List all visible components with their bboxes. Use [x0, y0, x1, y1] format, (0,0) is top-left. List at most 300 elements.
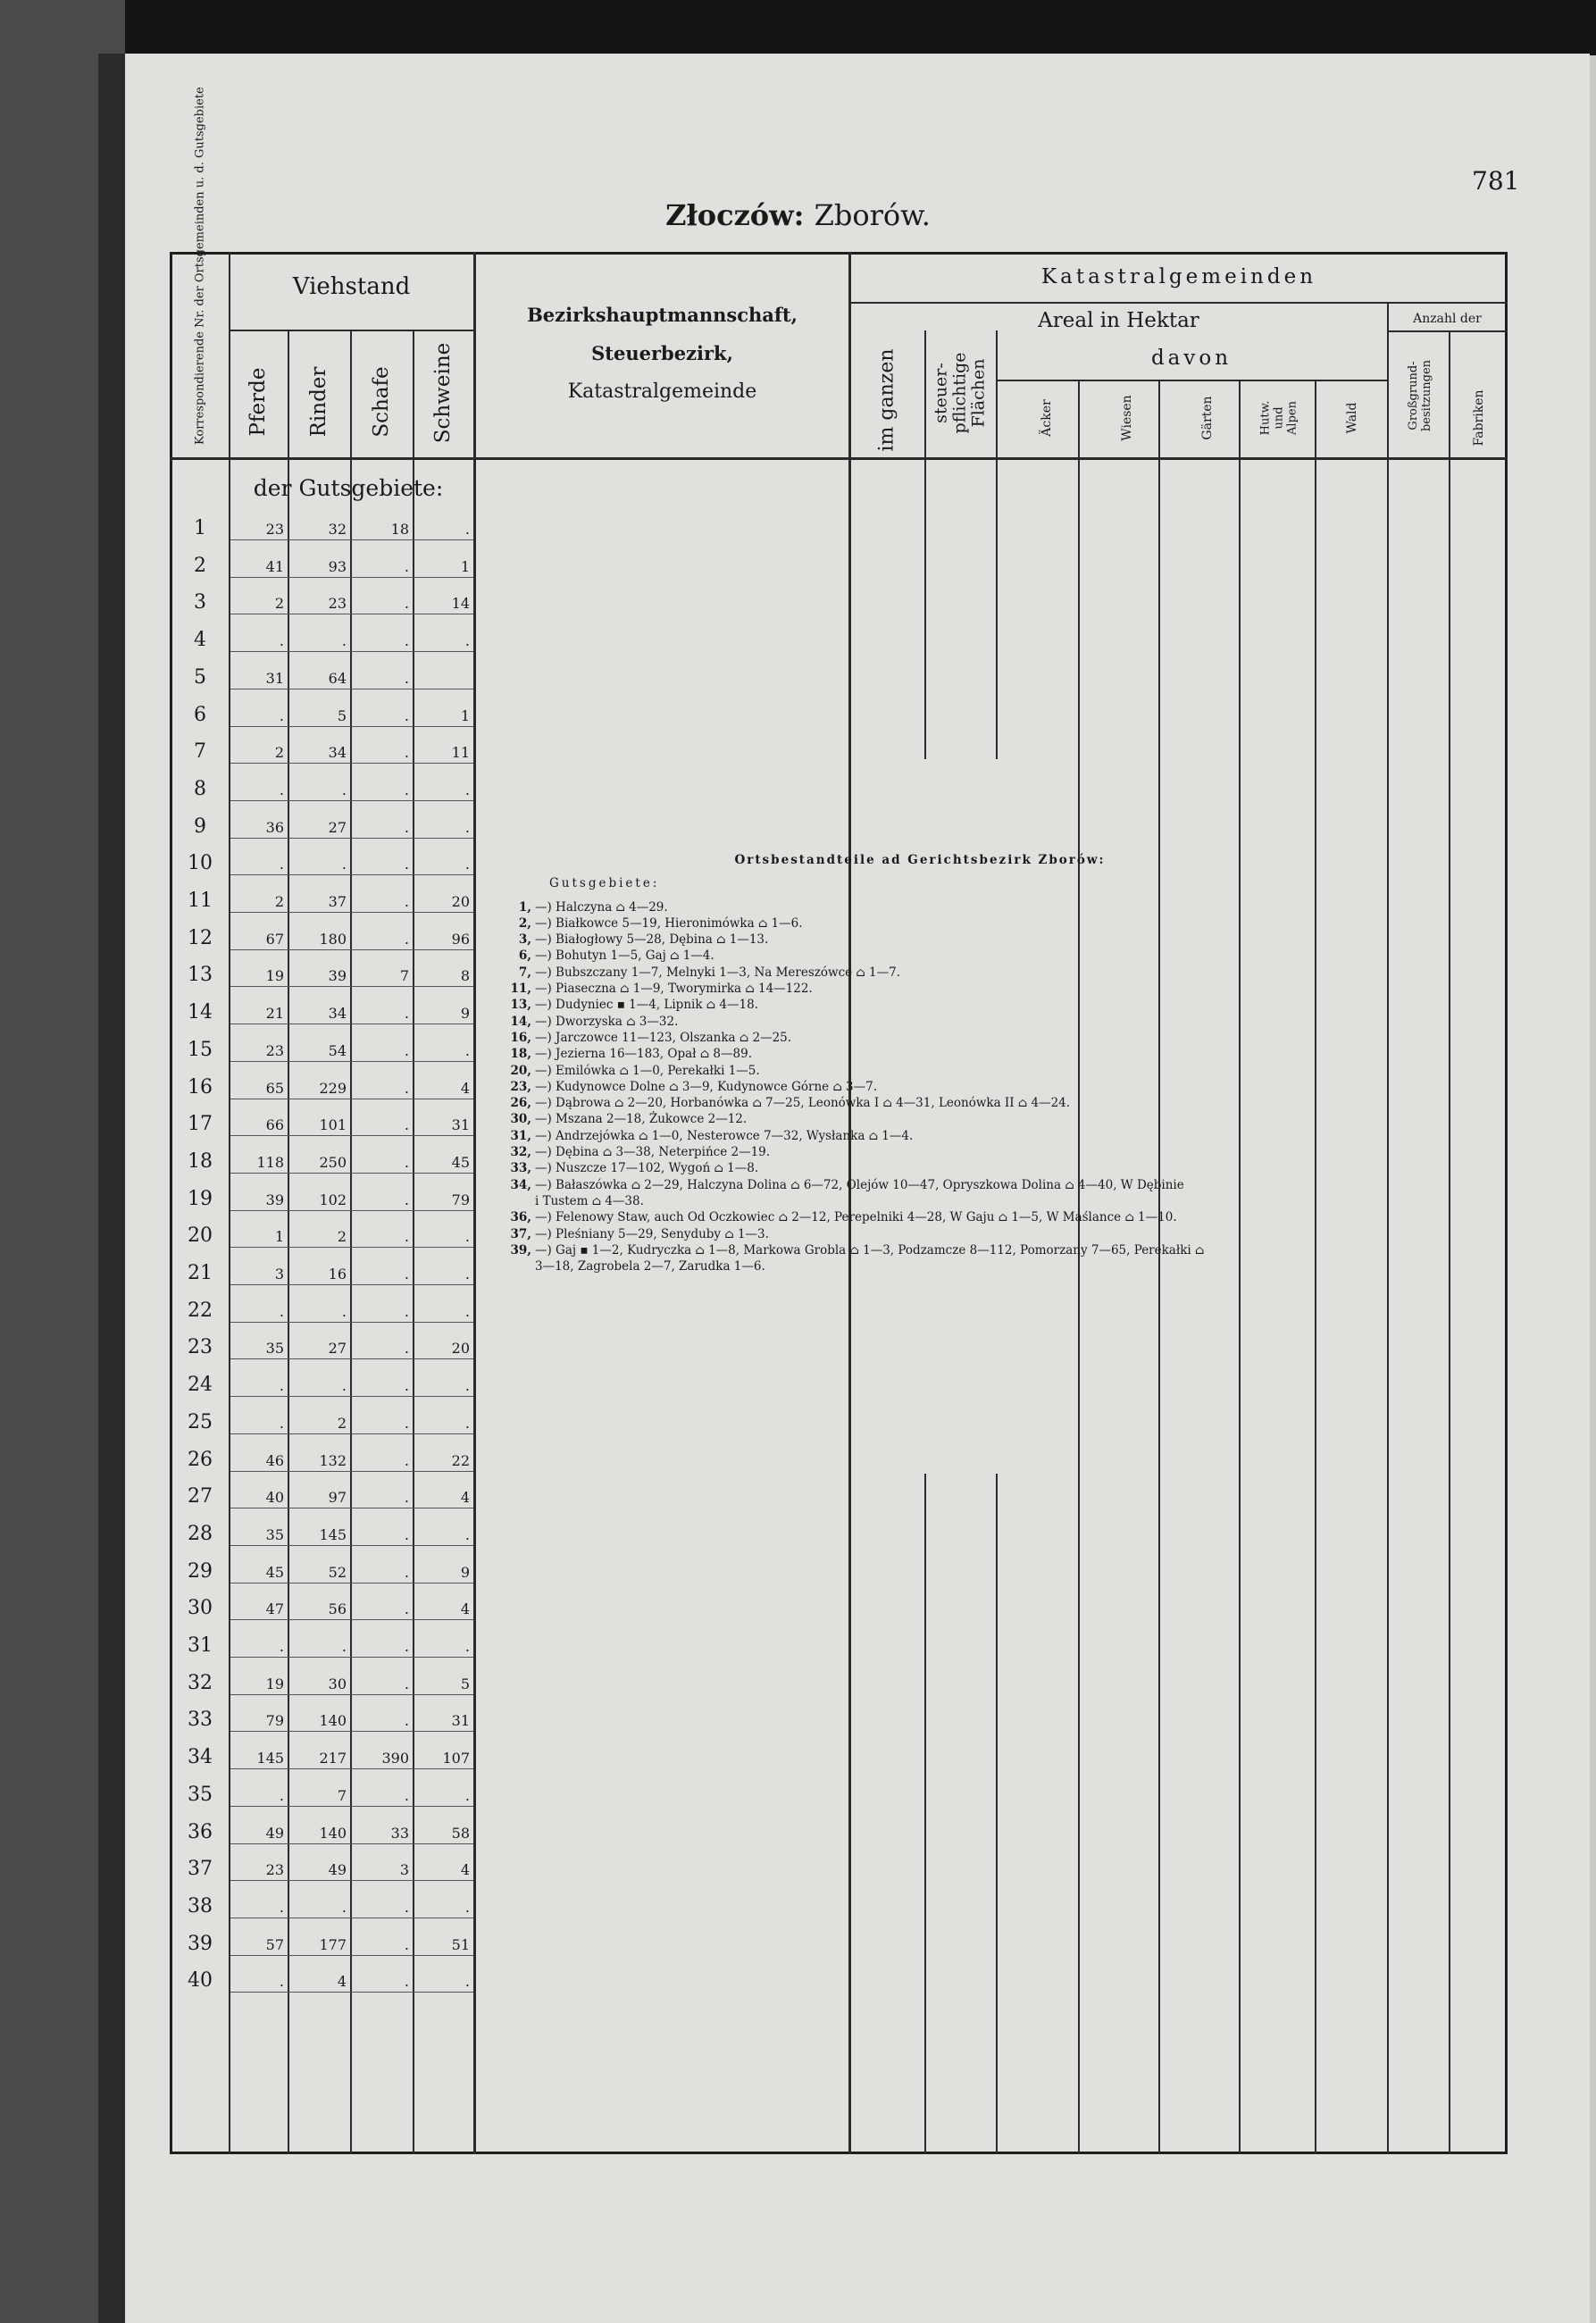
row-number: 32: [188, 1671, 213, 1694]
listing-entry-number: 18,: [510, 1047, 531, 1062]
header-wiesen: Wiesen: [1120, 395, 1134, 441]
row-rule: [230, 1992, 473, 1993]
cell-schweine: 58: [451, 1824, 470, 1842]
row-number: 30: [188, 1597, 213, 1620]
listing-entry-number: 26,: [510, 1096, 531, 1111]
cell-rinder: 5: [337, 706, 347, 724]
row-rule: [230, 1061, 473, 1062]
listing-entry-text: —) Emilówka ⌂ 1—0, Perekałki 1—5.: [535, 1063, 760, 1078]
row-number: 1: [194, 517, 206, 539]
header-fabriken: Fabriken: [1472, 389, 1486, 447]
header-steuer: steuer-pflichtige Flächen: [931, 352, 989, 434]
cell-schafe: .: [404, 1266, 409, 1283]
cell-rinder: 102: [319, 1191, 347, 1208]
row-number: 12: [188, 926, 213, 949]
row-rule: [230, 874, 473, 875]
cell-schweine: .: [464, 521, 470, 538]
cell-rinder: 177: [319, 1935, 347, 1953]
listing-entry-number: [496, 1193, 535, 1209]
cell-rinder: 52: [328, 1563, 347, 1581]
cell-rinder: .: [341, 781, 347, 798]
cell-pferde: .: [279, 1898, 284, 1916]
cell-schafe: .: [404, 1340, 409, 1358]
row-number: 26: [188, 1448, 213, 1471]
cell-schweine: 107: [442, 1750, 470, 1767]
listing-entry-text: —) Bubszczany 1—7, Melnyki 1—3, Na Mereszówce ⌂ 1—7.: [535, 965, 900, 980]
row-number: 9: [194, 815, 206, 838]
cell-schweine: 51: [451, 1935, 470, 1953]
cell-rinder: 30: [328, 1675, 347, 1692]
row-rule: [230, 1955, 473, 1956]
listing-entry-text: —) Kudynowce Dolne ⌂ 3—9, Kudynowce Górne ⌂ 3—7.: [535, 1079, 878, 1094]
row-rule: [230, 1768, 473, 1769]
header-anzahl: Anzahl der: [1413, 312, 1482, 326]
cell-rinder: 250: [319, 1153, 347, 1171]
listing-entry-number: 6,: [518, 948, 531, 964]
cell-schafe: .: [404, 1079, 409, 1097]
cell-rinder: 2: [337, 1414, 347, 1432]
row-number: 24: [188, 1374, 213, 1397]
cell-schafe: .: [404, 706, 409, 724]
page-number: 781: [1472, 166, 1520, 196]
listing-entry: [496, 981, 1505, 997]
cell-pferde: 23: [265, 1041, 284, 1059]
row-number: 39: [188, 1932, 213, 1955]
cell-pferde: .: [279, 632, 284, 650]
row-number: 14: [188, 1001, 213, 1024]
listing-entry-text: —) Dąbrowa ⌂ 2—20, Horbanówka ⌂ 7—25, Leonówka I ⌂ 4—31, Leonówka II ⌂ 4—24.: [535, 1096, 1071, 1111]
listing-entry: [496, 915, 1505, 932]
col-line-steuer-top: [996, 330, 998, 759]
listing-entry: [496, 1226, 1505, 1242]
listing-entry: [496, 1258, 1505, 1274]
listing-entry: [496, 1242, 1505, 1258]
header-davon: davon: [1150, 347, 1233, 370]
cell-schweine: 20: [451, 893, 470, 910]
cell-schweine: .: [464, 856, 470, 873]
row-number: 29: [188, 1559, 213, 1583]
row-number: 17: [188, 1113, 213, 1136]
listing-entry-text: —) Nuszcze 17—102, Wygoń ⌂ 1—8.: [535, 1161, 759, 1176]
cell-schweine: .: [464, 1638, 470, 1655]
cell-schafe: .: [404, 1898, 409, 1916]
row-number: 27: [188, 1485, 213, 1508]
cell-schafe: .: [404, 856, 409, 873]
header-bottom-rule: [170, 457, 1508, 460]
cell-schafe: .: [404, 1935, 409, 1953]
row-number: 11: [188, 890, 213, 912]
cell-schafe: .: [404, 1525, 409, 1543]
listing-entry-text: 3—18, Zagrobela 2—7, Zarudka 1—6.: [535, 1259, 765, 1274]
listing-entry-number: 32,: [510, 1145, 531, 1160]
anzahl-rule: [1387, 330, 1508, 332]
listing-entry-text: —) Bohutyn 1—5, Gaj ⌂ 1—4.: [535, 948, 714, 964]
cell-rinder: 229: [319, 1079, 347, 1097]
cell-schweine: 79: [451, 1191, 470, 1208]
listing-entry: [496, 1079, 1505, 1095]
cell-pferde: .: [279, 1786, 284, 1804]
row-number: 36: [188, 1820, 213, 1843]
listing-entry-text: —) Felenowy Staw, auch Od Oczkowiec ⌂ 2—12, Perepelniki 4—28, W Gaju ⌂ 1—5, W Maślance ⌂ 1—10.: [535, 1210, 1177, 1225]
cell-schafe: .: [404, 1638, 409, 1655]
cell-schweine: .: [464, 781, 470, 798]
title-court: Zborów.: [814, 198, 931, 232]
cell-pferde: .: [279, 1973, 284, 1991]
header-gaerten: Gärten: [1200, 396, 1215, 440]
row-number: 5: [194, 665, 206, 689]
header-aecker: Äcker: [1040, 399, 1054, 437]
col-line-ganzen-bottom: [924, 1474, 926, 2154]
listing-entry-number: 13,: [510, 998, 531, 1013]
cell-rinder: 140: [319, 1824, 347, 1842]
row-rule: [230, 800, 473, 801]
cell-schweine: 4: [460, 1489, 470, 1507]
cell-rinder: 64: [328, 669, 347, 687]
cell-rinder: 34: [328, 744, 347, 762]
listing-entry-text: i Tustem ⌂ 4—38.: [535, 1193, 644, 1208]
cell-pferde: 46: [265, 1451, 284, 1469]
cell-schweine: 9: [460, 1563, 470, 1581]
row-number: 38: [188, 1894, 213, 1918]
header-schweine: Schweine: [431, 342, 455, 444]
listing-entry-number: 16,: [510, 1030, 531, 1045]
cell-schafe: 3: [399, 1861, 409, 1879]
listing-entry-number: 14,: [510, 1014, 531, 1029]
row-rule: [230, 763, 473, 764]
header-pferde: Pferde: [247, 367, 270, 437]
listing-subheading: Gutsgebiete:: [549, 876, 660, 891]
header-bezirk-2: Steuerbezirk,: [591, 342, 733, 364]
listing-entry-number: 20,: [510, 1063, 531, 1078]
cell-pferde: 3: [274, 1266, 284, 1283]
listing-entry-number: 2,: [518, 915, 531, 931]
listing-heading: Ortsbestandteile ad Gerichtsbezirk Zborów:: [734, 853, 1106, 867]
katastral-rule: [850, 302, 1508, 304]
listing-entry: [496, 1111, 1505, 1127]
listing-entry-text: —) Halczyna ⌂ 4—29.: [535, 899, 668, 915]
cell-rinder: 145: [319, 1525, 347, 1543]
cell-schafe: .: [404, 744, 409, 762]
cell-schweine: 14: [451, 595, 470, 613]
row-number: 16: [188, 1075, 213, 1099]
row-number: 4: [194, 629, 206, 652]
cell-schafe: .: [404, 1786, 409, 1804]
cell-pferde: 66: [265, 1116, 284, 1134]
row-rule: [230, 651, 473, 652]
cell-pferde: 145: [256, 1750, 284, 1767]
listing-entry-text: —) Jezierna 16—183, Opał ⌂ 8—89.: [535, 1047, 752, 1062]
cell-pferde: 35: [265, 1340, 284, 1358]
cell-schafe: 18: [390, 521, 409, 538]
scan-binding-shadow: [98, 54, 125, 2323]
cell-rinder: 37: [328, 893, 347, 910]
row-rule: [230, 1358, 473, 1359]
row-rule: [230, 577, 473, 578]
cell-schweine: .: [464, 1228, 470, 1246]
row-rule: [230, 949, 473, 950]
cell-pferde: 49: [265, 1824, 284, 1842]
header-areal: Areal in Hektar: [1038, 309, 1199, 332]
listing-entry-text: —) Dębina ⌂ 3—38, Neterpińce 2—19.: [535, 1145, 771, 1160]
cell-pferde: 79: [265, 1712, 284, 1730]
listing-entry-number: 1,: [518, 899, 531, 915]
cell-pferde: 41: [265, 557, 284, 575]
listing-entry: [496, 1030, 1505, 1046]
cell-rinder: 217: [319, 1750, 347, 1767]
cell-pferde: 2: [274, 744, 284, 762]
row-number: 18: [188, 1149, 213, 1173]
listing-entry: [496, 1063, 1505, 1079]
cell-pferde: 31: [265, 669, 284, 687]
cell-schafe: .: [404, 1563, 409, 1581]
cell-schafe: .: [404, 1116, 409, 1134]
row-number: 40: [188, 1969, 213, 1993]
cell-schafe: .: [404, 1712, 409, 1730]
cell-pferde: 19: [265, 967, 284, 985]
cell-schafe: .: [404, 930, 409, 948]
section-label: der Gutsgebiete:: [253, 475, 444, 501]
cell-rinder: 2: [337, 1228, 347, 1246]
header-rinder: Rinder: [307, 366, 330, 438]
cell-schweine: 45: [451, 1153, 470, 1171]
cell-rinder: 27: [328, 818, 347, 836]
row-number: 33: [188, 1709, 213, 1732]
row-rule: [230, 1731, 473, 1732]
cell-pferde: .: [279, 781, 284, 798]
row-rule: [230, 912, 473, 913]
cell-schafe: .: [404, 1302, 409, 1320]
col-line-ganzen-top: [924, 330, 926, 759]
row-number: 7: [194, 740, 206, 764]
cell-rinder: 7: [337, 1786, 347, 1804]
row-rule: [230, 1396, 473, 1397]
cell-schafe: .: [404, 1041, 409, 1059]
row-number: 19: [188, 1187, 213, 1210]
row-number: 8: [194, 777, 206, 800]
listing-entry-number: 37,: [510, 1226, 531, 1241]
cell-pferde: 65: [265, 1079, 284, 1097]
cell-rinder: 180: [319, 930, 347, 948]
cell-schafe: 7: [399, 967, 409, 985]
row-rule: [230, 986, 473, 987]
cell-pferde: 35: [265, 1525, 284, 1543]
cell-schafe: .: [404, 1489, 409, 1507]
cell-pferde: .: [279, 706, 284, 724]
cell-schweine: 4: [460, 1079, 470, 1097]
cell-schweine: .: [464, 818, 470, 836]
cell-rinder: .: [341, 1377, 347, 1395]
cell-schafe: 390: [381, 1750, 409, 1767]
scan-top-edge: [0, 0, 1596, 55]
listing-entry-text: —) Piaseczna ⌂ 1—9, Tworymirka ⌂ 14—122.: [535, 982, 813, 997]
cell-schweine: 31: [451, 1116, 470, 1134]
cell-pferde: 57: [265, 1935, 284, 1953]
cell-schweine: .: [464, 1898, 470, 1916]
row-number: 10: [188, 852, 213, 875]
cell-pferde: 19: [265, 1675, 284, 1692]
cell-rinder: 56: [328, 1600, 347, 1618]
row-number: 25: [188, 1410, 213, 1433]
row-rule: [230, 1322, 473, 1323]
row-rule: [230, 1880, 473, 1881]
cell-schafe: .: [404, 1377, 409, 1395]
listing-entry: [496, 1177, 1505, 1193]
cell-schafe: .: [404, 595, 409, 613]
row-rule: [230, 1284, 473, 1285]
cell-schweine: 4: [460, 1600, 470, 1618]
cell-schafe: .: [404, 1675, 409, 1692]
cell-schweine: 11: [451, 744, 470, 762]
cell-pferde: .: [279, 856, 284, 873]
cell-rinder: .: [341, 1898, 347, 1916]
header-hutw-3: Alpen: [1285, 401, 1299, 435]
listing-entry: [496, 948, 1505, 964]
listing-entry: [496, 1095, 1505, 1111]
row-number: 3: [194, 591, 206, 614]
cell-rinder: 4: [337, 1973, 347, 1991]
cell-schafe: .: [404, 557, 409, 575]
row-rule: [230, 726, 473, 727]
listing-entry-number: [496, 1258, 535, 1274]
row-rule: [230, 1135, 473, 1136]
listing-entry: [496, 1046, 1505, 1062]
listing-entry: [496, 899, 1505, 915]
cell-schweine: 4: [460, 1861, 470, 1879]
header-im-ganzen: im ganzen: [875, 348, 898, 452]
cell-schweine: .: [464, 1786, 470, 1804]
listing-entry-text: —) Andrzejówka ⌂ 1—0, Nesterowce 7—32, Wysłanka ⌂ 1—4.: [535, 1128, 914, 1143]
cell-schafe: 33: [390, 1824, 409, 1842]
cell-pferde: 23: [265, 1861, 284, 1879]
listing-entry: [496, 1209, 1505, 1225]
cell-schweine: .: [464, 1973, 470, 1991]
cell-schweine: .: [464, 632, 470, 650]
cell-schweine: 8: [460, 967, 470, 985]
cell-schafe: .: [404, 893, 409, 910]
cell-schweine: .: [464, 1302, 470, 1320]
cell-schweine: 22: [451, 1451, 470, 1469]
cell-schweine: 96: [451, 930, 470, 948]
ortsbestandteile-listing: [496, 852, 1505, 1274]
cell-pferde: 40: [265, 1489, 284, 1507]
cell-rinder: 93: [328, 557, 347, 575]
listing-entry: [496, 1144, 1505, 1160]
row-rule: [230, 539, 473, 540]
cell-rinder: 54: [328, 1041, 347, 1059]
row-number: 15: [188, 1038, 213, 1061]
listing-entry-text: —) Białogłowy 5—28, Dębina ⌂ 1—13.: [535, 932, 769, 948]
cell-rinder: .: [341, 856, 347, 873]
cell-rinder: 101: [319, 1116, 347, 1134]
header-hutw: [1259, 401, 1299, 436]
cell-schafe: .: [404, 781, 409, 798]
listing-entry-text: —) Jarczowce 11—123, Olszanka ⌂ 2—25.: [535, 1030, 792, 1045]
cell-schafe: .: [404, 1451, 409, 1469]
cell-schweine: 20: [451, 1340, 470, 1358]
listing-entry-number: 39,: [510, 1242, 531, 1258]
listing-entry-number: 33,: [510, 1161, 531, 1176]
cell-pferde: 23: [265, 521, 284, 538]
cell-rinder: 132: [319, 1451, 347, 1469]
cell-pferde: 45: [265, 1563, 284, 1581]
row-rule: [230, 1173, 473, 1174]
cell-schweine: .: [464, 1377, 470, 1395]
row-number: 2: [194, 554, 206, 577]
cell-pferde: .: [279, 1302, 284, 1320]
cell-rinder: 32: [328, 521, 347, 538]
row-rule: [230, 1806, 473, 1807]
cell-pferde: .: [279, 1638, 284, 1655]
header-katastral: Katastralgemeinden: [1040, 265, 1317, 288]
cell-pferde: 1: [274, 1228, 284, 1246]
cell-rinder: 16: [328, 1266, 347, 1283]
header-viehstand: Viehstand: [292, 273, 411, 300]
header-bezirk-1: Bezirkshauptmannschaft,: [527, 304, 798, 326]
header-hutw-1: Hutw.: [1258, 400, 1273, 436]
page-title: [0, 198, 1596, 232]
row-number: 13: [188, 964, 213, 987]
header-korr: Korrespondierende Nr. der Ortsgemeinden u. d. Gutsgebiete: [193, 87, 207, 445]
cell-rinder: 34: [328, 1005, 347, 1023]
cell-pferde: .: [279, 1377, 284, 1395]
cell-schweine: .: [464, 1414, 470, 1432]
cell-schafe: .: [404, 669, 409, 687]
cell-schweine: 5: [460, 1675, 470, 1692]
listing-entry: [496, 997, 1505, 1013]
cell-schafe: .: [404, 1005, 409, 1023]
listing-entry-number: 23,: [510, 1079, 531, 1094]
listing-entry: [496, 932, 1505, 948]
row-number: 28: [188, 1522, 213, 1545]
row-rule: [230, 1471, 473, 1472]
listing-entry-text: —) Gaj ▪ 1—2, Kudryczka ⌂ 1—8, Markowa Grobla ⌂ 1—3, Podzamcze 8—112, Pomorzany 7—65, Perekałki ⌂: [535, 1242, 1205, 1258]
row-number: 22: [188, 1299, 213, 1322]
row-rule: [230, 1657, 473, 1658]
listing-entry-text: —) Pleśniany 5—29, Senyduby ⌂ 1—3.: [535, 1226, 769, 1241]
listing-entry: [496, 965, 1505, 981]
cell-rinder: .: [341, 632, 347, 650]
row-number: 6: [194, 703, 206, 726]
listing-entry-number: 36,: [510, 1210, 531, 1225]
col-line-steuer-bottom: [996, 1474, 998, 2154]
cell-schafe: .: [404, 1414, 409, 1432]
cell-pferde: 118: [256, 1153, 284, 1171]
listing-entry-number: 11,: [510, 982, 531, 997]
cell-rinder: 97: [328, 1489, 347, 1507]
cell-rinder: 27: [328, 1340, 347, 1358]
listing-entry: [496, 1014, 1505, 1030]
cell-schafe: .: [404, 1600, 409, 1618]
listing-entry-number: 34,: [510, 1177, 531, 1192]
row-number: 35: [188, 1783, 213, 1806]
cell-rinder: 23: [328, 595, 347, 613]
listing-entry-number: 3,: [518, 932, 531, 948]
listing-entry-text: —) Mszana 2—18, Żukowce 2—12.: [535, 1112, 748, 1127]
cell-pferde: 47: [265, 1600, 284, 1618]
col-line-viehstand: [473, 252, 476, 2154]
header-bezirk-3: Katastralgemeinde: [567, 380, 757, 403]
cell-rinder: 140: [319, 1712, 347, 1730]
cell-schweine: 1: [460, 557, 470, 575]
header-gross: Großgrund-besitzungen: [1407, 359, 1433, 432]
row-number: 21: [188, 1262, 213, 1284]
row-rule: [230, 1210, 473, 1211]
cell-schafe: .: [404, 632, 409, 650]
cell-schweine: .: [464, 1525, 470, 1543]
cell-schafe: .: [404, 818, 409, 836]
cell-rinder: 49: [328, 1861, 347, 1879]
title-district: Złoczów:: [665, 198, 805, 232]
